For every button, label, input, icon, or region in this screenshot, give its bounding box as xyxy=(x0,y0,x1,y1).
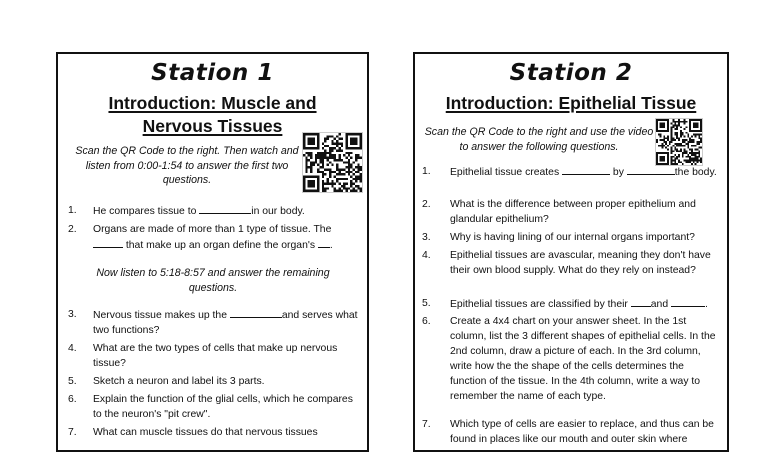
station-2-title: Station 2 xyxy=(509,60,633,86)
station-2-heading: Introduction: Epithelial Tissue xyxy=(445,93,697,113)
qr-code-icon[interactable] xyxy=(302,132,363,193)
station-1-listen-note: Now listen to 5:18-8:57 and answer the remaining questions. xyxy=(96,267,330,294)
answer-blank[interactable] xyxy=(318,237,330,248)
answer-blank[interactable] xyxy=(631,296,651,307)
station-1-title: Station 1 xyxy=(151,60,274,86)
answer-blank[interactable] xyxy=(627,164,675,175)
station-2-instructions: Scan the QR Code to the right and use the video to answer the following questions. xyxy=(424,126,654,153)
station-1-heading-line-1: Introduction: Muscle and xyxy=(108,93,317,113)
answer-blank[interactable] xyxy=(93,237,123,248)
answer-blank[interactable] xyxy=(199,203,251,214)
answer-blank[interactable] xyxy=(562,164,610,175)
answer-blank[interactable] xyxy=(230,307,282,318)
qr-code-icon[interactable] xyxy=(655,118,703,166)
station-1-heading-line-2: Nervous Tissues xyxy=(142,116,283,136)
station-2-card: Station 2 Introduction: Epithelial Tissue Scan the QR Code to the right and use the video to answer the following questions. 1. Epithelial tissue creates by the body. 2. What is the difference between proper epithelium and glandular epithelium? 3. Why is having lining of our internal organs important? 4. Epithelial tissues are avascular, meaning they don't have their own blood supply. What do they rely on instead? 5. Epithelial tissues are classified by their and . 6. Create a 4x4 chart on your answer sheet. In the 1st column, list the 3 different shapes of epithelial cells. In the 2nd column, draw a picture of each. In the 3rd column, write how the the shape of the cells determines the function of the tissue. In the 4th column, write a way to remember the name of each type. 7. Which type of cells are easier to replace, and thus can be found in places like our mouth and outer skin where xyxy=(413,52,729,452)
station-1-card: Station 1 Introduction: Muscle and Nervous Tissues Scan the QR Code to the right. Then watch and listen from 0:00-1:54 to answer the first two questions. 1. He compares tissue to in our body. 2. Organs are made of more than 1 type of tissue. The that make up an organ define the organ's . Now listen to 5:18-8:57 and answer the remaining questions. 3. Nervous tissue makes up the and serves what two functions? 4. What are the two types of cells that make up nervous tissue? 5. Sketch a neuron and label its 3 parts. 6. Explain the function of the glial cells, which he compares to the neuron's "pit crew". 7. What can muscle tissues do that nervous tissues xyxy=(56,52,369,452)
answer-blank[interactable] xyxy=(671,296,705,307)
station-1-instructions: Scan the QR Code to the right. Then watch and listen from 0:00-1:54 to answer the first two questions. xyxy=(75,145,299,186)
